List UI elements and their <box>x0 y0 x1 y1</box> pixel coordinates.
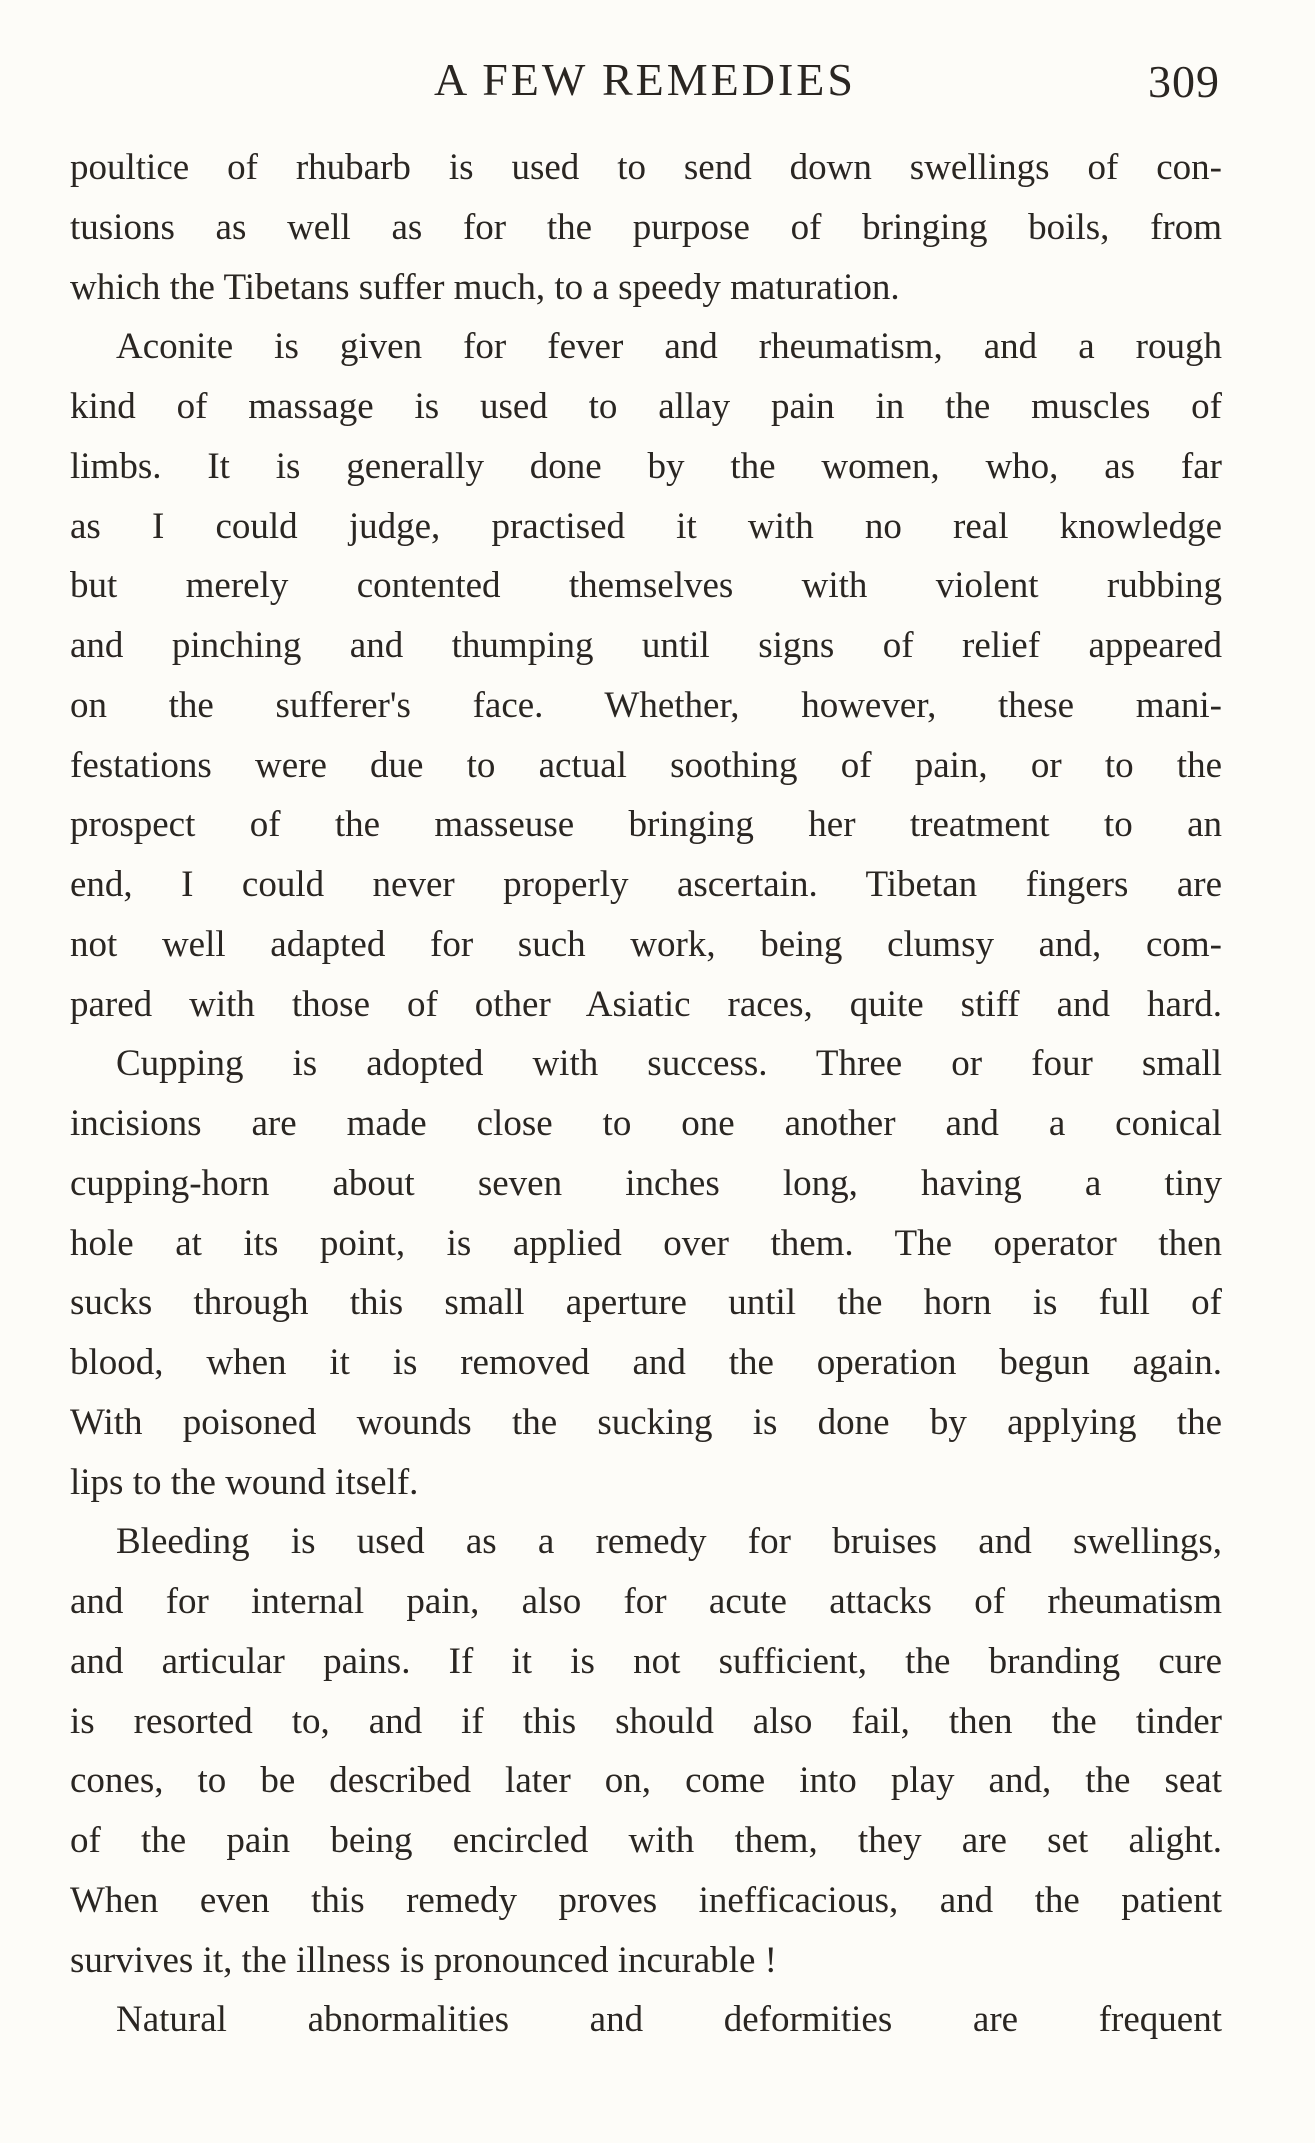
text-line: cones, to be described later on, come into play and, the seat <box>70 1760 1222 1802</box>
text-line: Natural abnormalities and deformities are frequent <box>116 1999 1222 2041</box>
text-line: limbs. It is generally done by the women, who, as far <box>70 445 1222 487</box>
text-line: lips to the wound itself. <box>70 1461 419 1503</box>
text-line: pared with those of other Asiatic races, quite stiff and hard. <box>70 983 1222 1025</box>
running-head <box>70 50 1220 110</box>
text-line: prospect of the masseuse bringing her treatment to an <box>70 804 1222 846</box>
text-line: end, I could never properly ascertain. Tibetan fingers are <box>70 864 1222 905</box>
text-line: poultice of rhubarb is used to send down swellings of con- <box>70 147 1222 188</box>
text-line: incisions are made close to one another and a conical <box>70 1103 1222 1144</box>
text-line: When even this remedy proves inefficacious, and the patient <box>70 1879 1222 1921</box>
text-line: blood, when it is removed and the operation begun again. <box>70 1342 1222 1383</box>
text-line: Bleeding is used as a remedy for bruises and swellings, <box>116 1521 1222 1563</box>
running-title: A FEW REMEDIES <box>434 54 856 105</box>
body-text <box>70 138 1222 2050</box>
text-line: of the pain being encircled with them, they are set alight. <box>70 1820 1222 1861</box>
text-line: hole at its point, is applied over them. The operator then <box>70 1222 1222 1264</box>
text-line: is resorted to, and if this should also fail, then the tinder <box>70 1700 1222 1742</box>
text-line: but merely contented themselves with violent rubbing <box>70 565 1222 607</box>
text-line: kind of massage is used to allay pain in the muscles of <box>70 386 1222 427</box>
text-line: survives it, the illness is pronounced incurable ! <box>70 1939 777 1981</box>
text-line: tusions as well as for the purpose of bringing boils, from <box>70 206 1222 248</box>
page-number: 309 <box>1148 56 1220 107</box>
text-line: as I could judge, practised it with no real knowledge <box>70 505 1222 547</box>
text-line: and pinching and thumping until signs of relief appeared <box>70 625 1222 666</box>
text-line: With poisoned wounds the sucking is done by applying the <box>70 1401 1222 1443</box>
text-line: not well adapted for such work, being clumsy and, com- <box>70 923 1222 965</box>
text-line: which the Tibetans suffer much, to a speedy maturation. <box>70 266 900 308</box>
text-line: Cupping is adopted with success. Three or four small <box>116 1043 1222 1085</box>
text-line: and articular pains. If it is not sufficient, the branding cure <box>70 1640 1222 1682</box>
text-line: cupping-horn about seven inches long, having a tiny <box>70 1162 1222 1204</box>
text-line: on the sufferer's face. Whether, however, these mani- <box>70 684 1222 726</box>
text-line: festations were due to actual soothing of pain, or to the <box>70 744 1222 786</box>
text-line: and for internal pain, also for acute attacks of rheumatism <box>70 1581 1222 1622</box>
text-line: Aconite is given for fever and rheumatism, and a rough <box>116 326 1222 368</box>
text-line: sucks through this small aperture until the horn is full of <box>70 1282 1222 1324</box>
